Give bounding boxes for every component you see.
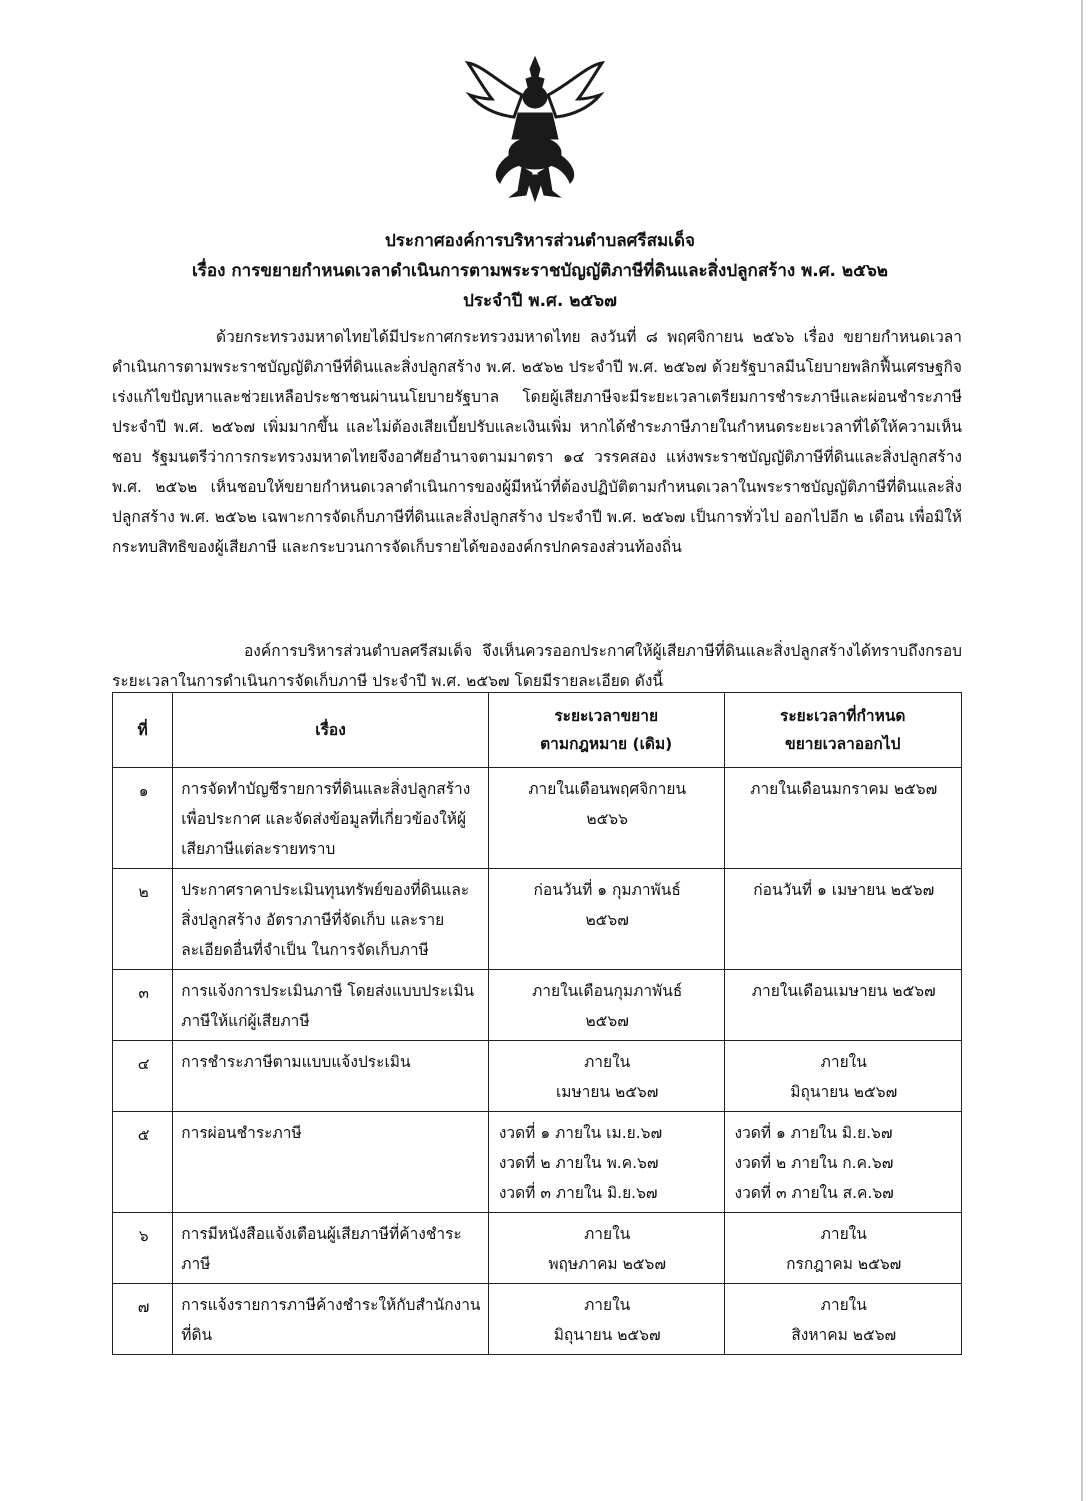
row-subject: การแจ้งการประเมินภาษี โดยส่งแบบประเมินภาษีให้แก่ผู้เสียภาษี (173, 970, 489, 1041)
table-row (113, 970, 962, 1041)
body-paragraph-1 (112, 322, 962, 562)
scan-edge (1081, 0, 1083, 1501)
table-header-row (113, 693, 962, 768)
row-old-period: ภายใน มิถุนายน ๒๕๖๗ (488, 1284, 724, 1355)
row-subject: การแจ้งรายการภาษีค้างชำระให้กับสำนักงานที่ดิน (173, 1284, 489, 1355)
row-old-period: ภายใน พฤษภาคม ๒๕๖๗ (488, 1213, 724, 1284)
row-new-period: ก่อนวันที่ ๑ เมษายน ๒๕๖๗ (724, 869, 961, 970)
row-old-period: ภายในเดือนกุมภาพันธ์ ๒๕๖๗ (488, 970, 724, 1041)
row-no: ๗ (113, 1284, 173, 1355)
table-row (113, 1284, 962, 1355)
header-no: ที่ (113, 693, 173, 768)
header-old-period: ระยะเวลาขยาย ตามกฎหมาย (เดิม) (488, 693, 724, 768)
row-no: ๕ (113, 1112, 173, 1213)
org-title: ประกาศองค์การบริหารส่วนตำบลศรีสมเด็จ (385, 231, 695, 251)
row-no: ๔ (113, 1041, 173, 1112)
row-new-period: ภายใน มิถุนายน ๒๕๖๗ (724, 1041, 961, 1112)
row-subject: การมีหนังสือแจ้งเตือนผู้เสียภาษีที่ค้างชำระภาษี (173, 1213, 489, 1284)
row-old-period: ก่อนวันที่ ๑ กุมภาพันธ์ ๒๕๖๗ (488, 869, 724, 970)
row-no: ๒ (113, 869, 173, 970)
announcement-header (100, 226, 980, 316)
table-row (113, 1213, 962, 1284)
table-row (113, 1112, 962, 1213)
table-row (113, 768, 962, 869)
header-new-period: ระยะเวลาที่กำหนด ขยายเวลาออกไป (724, 693, 961, 768)
row-old-period: ภายในเดือนพฤศจิกายน ๒๕๖๖ (488, 768, 724, 869)
row-no: ๓ (113, 970, 173, 1041)
row-subject: การชำระภาษีตามแบบแจ้งประเมิน (173, 1041, 489, 1112)
row-no: ๑ (113, 768, 173, 869)
header-subject: เรื่อง (173, 693, 489, 768)
subject-title: เรื่อง การขยายกำหนดเวลาดำเนินการตามพระราชบัญญัติภาษีที่ดินและสิ่งปลูกสร้าง พ.ศ. ๒๕๖๒ (191, 261, 889, 281)
row-new-period: ภายในเดือนเมษายน ๒๕๖๗ (724, 970, 961, 1041)
table-row (113, 869, 962, 970)
year-title: ประจำปี พ.ศ. ๒๕๖๗ (463, 291, 617, 311)
row-old-period: งวดที่ ๑ ภายใน เม.ย.๖๗ งวดที่ ๒ ภายใน พ.ค.๖๗ งวดที่ ๓ ภายใน มิ.ย.๖๗ (488, 1112, 724, 1213)
row-new-period: งวดที่ ๑ ภายใน มิ.ย.๖๗ งวดที่ ๒ ภายใน ก.ค.๖๗ งวดที่ ๓ ภายใน ส.ค.๖๗ (724, 1112, 961, 1213)
row-subject: ประกาศราคาประเมินทุนทรัพย์ของที่ดินและสิ่งปลูกสร้าง อัตราภาษีที่จัดเก็บ และรายละเอียดอื่นที่จำเป็น ในการจัดเก็บภาษี (173, 869, 489, 970)
table-row (113, 1041, 962, 1112)
row-subject: การผ่อนชำระภาษี (173, 1112, 489, 1213)
row-subject: การจัดทำบัญชีรายการที่ดินและสิ่งปลูกสร้างเพื่อประกาศ และจัดส่งข้อมูลที่เกี่ยวข้องให้ผู้เสียภาษีแต่ละรายทราบ (173, 768, 489, 869)
row-no: ๖ (113, 1213, 173, 1284)
paragraph-text: องค์การบริหารส่วนตำบลศรีสมเด็จ จึงเห็นควรออกประกาศให้ผู้เสียภาษีที่ดินและสิ่งปลูกสร้างได้ทราบถึงกรอบระยะเวลาในการดำเนินการจัดเก็บภาษี ประจำปี พ.ศ. ๒๕๖๗ โดยมีรายละเอียด ดังนี้ (112, 641, 962, 690)
garuda-emblem-icon (462, 55, 608, 205)
paragraph-text: ด้วยกระทรวงมหาดไทยได้มีประกาศกระทรวงมหาดไทย ลงวันที่ ๘ พฤศจิกายน ๒๕๖๖ เรื่อง ขยายกำหนดเวลาดำเนินการตามพระราชบัญญัติภาษีที่ดินและสิ่งปลูกสร้าง พ.ศ. ๒๕๖๒ ประจำปี พ.ศ. ๒๕๖๗ ด้วยรัฐบาลมีนโยบายพลิกฟื้นเศรษฐกิจ เร่งแก้ไขปัญหาและช่วยเหลือประชาชนผ่านนโยบายรัฐบาล โดยผู้เสียภาษีจะมีระยะเวลาเตรียมการชำระภาษีและผ่อนชำระภาษี ประจำปี พ.ศ. ๒๕๖๗ เพิ่มมากขึ้น และไม่ต้องเสียเบี้ยปรับและเงินเพิ่ม หากได้ชำระภาษีภายในกำหนดระยะเวลาที่ได้ให้ความเห็นชอบ รัฐมนตรีว่าการกระทรวงมหาดไทยจึงอาศัยอำนาจตามมาตรา ๑๔ วรรคสอง แห่งพระราชบัญญัติภาษีที่ดินและสิ่งปลูกสร้าง พ.ศ. ๒๕๖๒ เห็นชอบให้ขยายกำหนดเวลาดำเนินการของผู้มีหน้าที่ต้องปฏิบัติตามกำหนดเวลาในพระราชบัญญัติภาษีที่ดินและสิ่งปลูกสร้าง พ.ศ. ๒๕๖๒ เฉพาะการจัดเก็บภาษีที่ดินและสิ่งปลูกสร้าง ประจำปี พ.ศ. ๒๕๖๗ เป็นการทั่วไป ออกไปอีก ๒ เดือน เพื่อมิให้กระทบสิทธิของผู้เสียภาษี และกระบวนการจัดเก็บรายได้ขององค์กรปกครองส่วนท้องถิ่น (112, 328, 962, 556)
schedule-table (112, 692, 962, 1355)
row-new-period: ภายใน กรกฎาคม ๒๕๖๗ (724, 1213, 961, 1284)
row-old-period: ภายใน เมษายน ๒๕๖๗ (488, 1041, 724, 1112)
row-new-period: ภายในเดือนมกราคม ๒๕๖๗ (724, 768, 961, 869)
row-new-period: ภายใน สิงหาคม ๒๕๖๗ (724, 1284, 961, 1355)
